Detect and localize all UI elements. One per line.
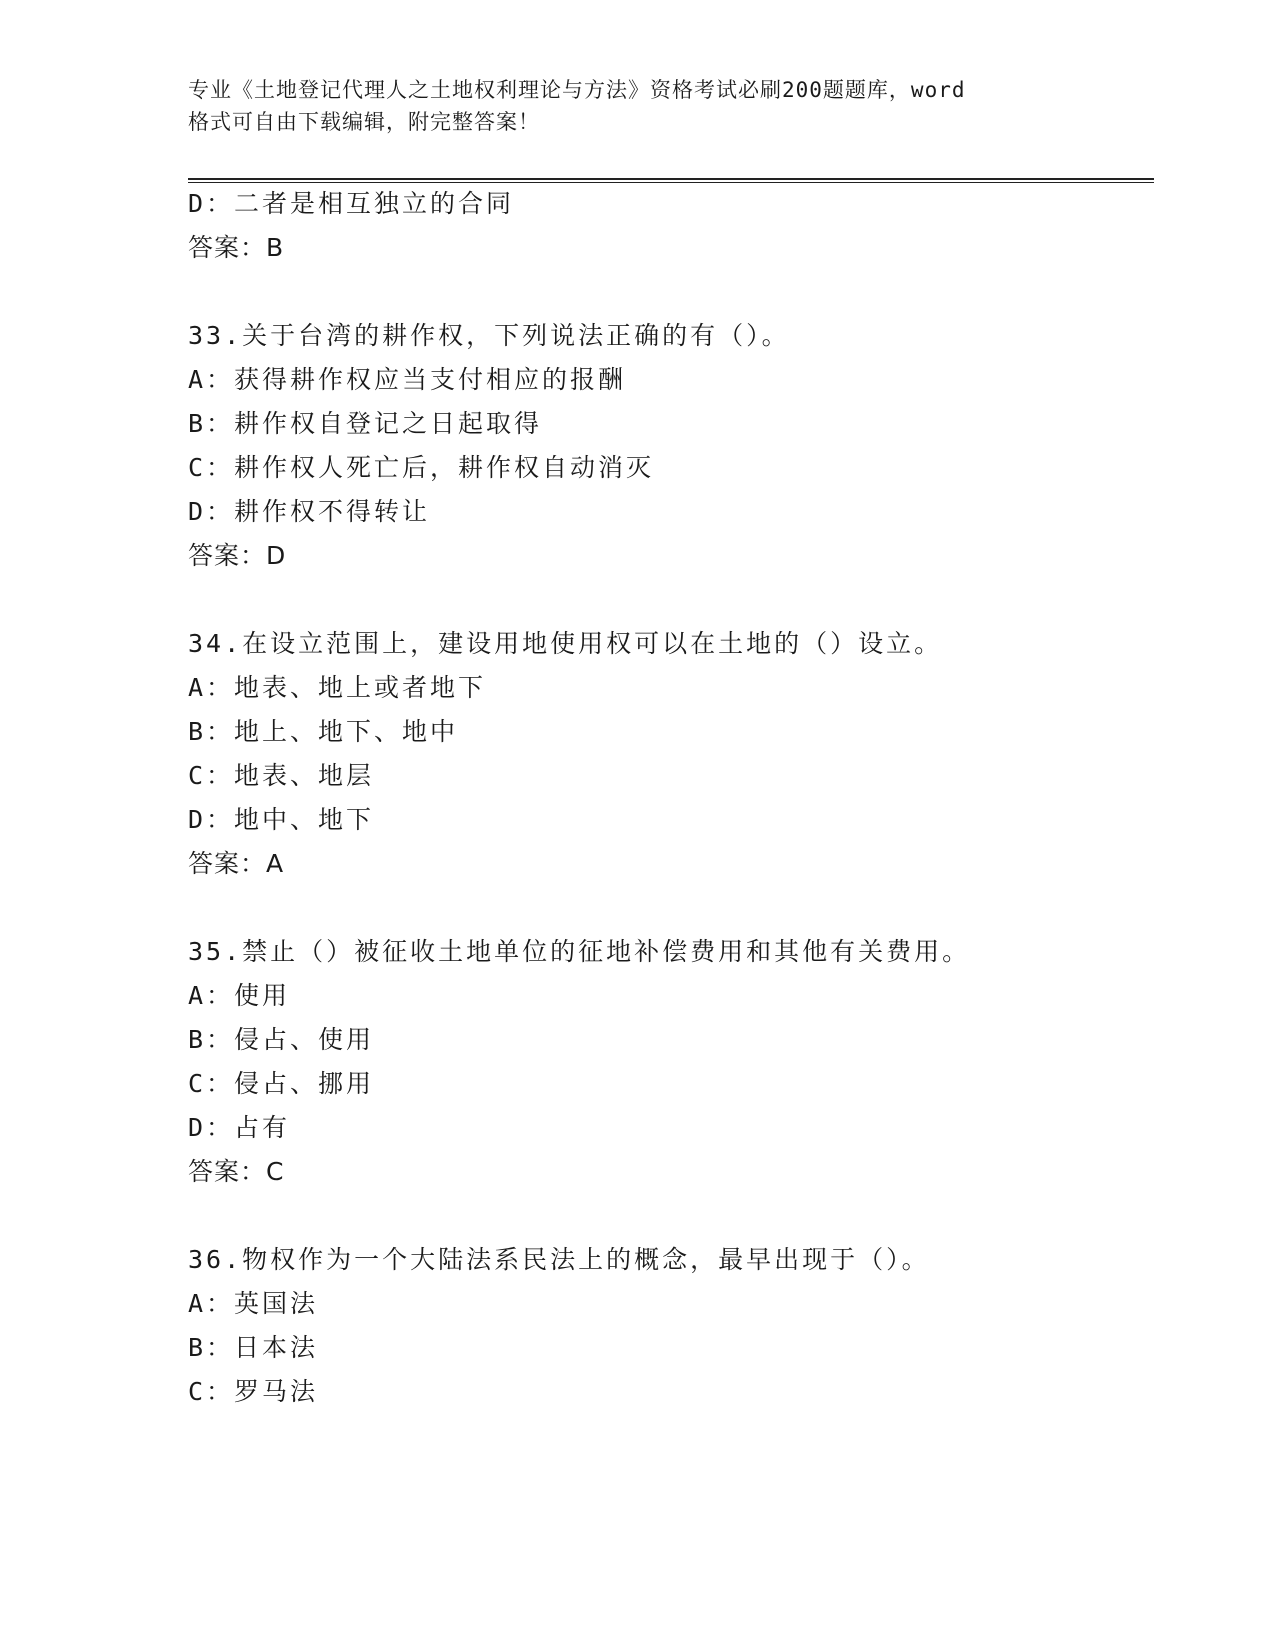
question-35-option-b: B：侵占、使用 — [188, 1025, 375, 1054]
question-34-option-c: C：地表、地层 — [188, 761, 375, 790]
header-line-2: 格式可自由下载编辑，附完整答案！ — [188, 110, 540, 134]
header-line-1: 专业《土地登记代理人之土地权利理论与方法》资格考试必刷200题题库，word — [188, 78, 966, 102]
question-33-option-b: B：耕作权自登记之日起取得 — [188, 409, 543, 438]
question-36-option-a: A：英国法 — [188, 1289, 319, 1318]
prev-option-d: D：二者是相互独立的合同 — [188, 189, 515, 218]
question-33-option-d: D：耕作权不得转让 — [188, 497, 431, 526]
question-34-stem: 34.在设立范围上，建设用地使用权可以在土地的（）设立。 — [188, 629, 943, 658]
question-35-stem: 35.禁止（）被征收土地单位的征地补偿费用和其他有关费用。 — [188, 937, 971, 966]
question-34-answer: 答案：A — [188, 849, 285, 878]
question-35-option-c: C：侵占、挪用 — [188, 1069, 375, 1098]
question-34-option-d: D：地中、地下 — [188, 805, 375, 834]
question-36-stem: 36.物权作为一个大陆法系民法上的概念，最早出现于（）。 — [188, 1245, 930, 1274]
prev-answer: 答案：B — [188, 233, 285, 262]
question-33-answer: 答案：D — [188, 541, 287, 570]
question-33-option-c: C：耕作权人死亡后，耕作权自动消灭 — [188, 453, 655, 482]
question-33-stem: 33.关于台湾的耕作权，下列说法正确的有（）。 — [188, 321, 790, 350]
question-36-option-c: C：罗马法 — [188, 1377, 319, 1406]
question-34-option-a: A：地表、地上或者地下 — [188, 673, 487, 702]
question-35-option-a: A：使用 — [188, 981, 291, 1010]
question-36-option-b: B：日本法 — [188, 1333, 319, 1362]
document-header — [188, 74, 1068, 138]
question-33-option-a: A：获得耕作权应当支付相应的报酬 — [188, 365, 627, 394]
question-34-option-b: B：地上、地下、地中 — [188, 717, 459, 746]
header-divider — [188, 178, 1154, 183]
question-35-answer: 答案：C — [188, 1157, 285, 1186]
question-35-option-d: D：占有 — [188, 1113, 291, 1142]
